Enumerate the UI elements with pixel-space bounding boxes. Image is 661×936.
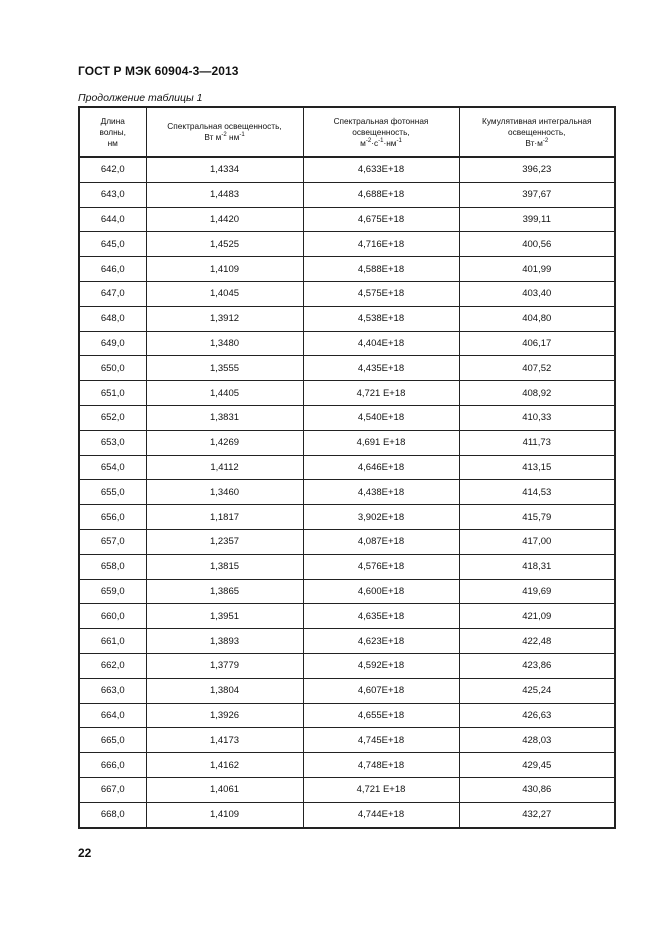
table-row [79,232,615,257]
cell-photon-irradiance: 4,575E+18 [303,281,459,306]
cell-cumulative-irradiance: 397,67 [459,182,615,207]
table-row [79,529,615,554]
cell-cumulative-irradiance: 430,86 [459,777,615,802]
cell-spectral-irradiance: 1,4483 [146,182,303,207]
table-row [79,157,615,182]
cell-cumulative-irradiance: 425,24 [459,678,615,703]
cell-photon-irradiance: 4,404E+18 [303,331,459,356]
table-row [79,579,615,604]
cell-wavelength: 657,0 [79,529,146,554]
cell-wavelength: 644,0 [79,207,146,232]
table-row [79,505,615,530]
cell-spectral-irradiance: 1,3865 [146,579,303,604]
table-row [79,381,615,406]
cell-wavelength: 647,0 [79,281,146,306]
cell-cumulative-irradiance: 422,48 [459,629,615,654]
cell-spectral-irradiance: 1,4045 [146,281,303,306]
cell-spectral-irradiance: 1,4269 [146,430,303,455]
cell-photon-irradiance: 4,438E+18 [303,480,459,505]
table-row [79,480,615,505]
cell-spectral-irradiance: 1,4109 [146,257,303,282]
cell-spectral-irradiance: 1,3460 [146,480,303,505]
cell-photon-irradiance: 3,902E+18 [303,505,459,530]
cell-cumulative-irradiance: 432,27 [459,802,615,827]
cell-cumulative-irradiance: 429,45 [459,753,615,778]
cell-cumulative-irradiance: 421,09 [459,604,615,629]
cell-photon-irradiance: 4,633E+18 [303,157,459,182]
cell-cumulative-irradiance: 428,03 [459,728,615,753]
cell-wavelength: 649,0 [79,331,146,356]
cell-wavelength: 651,0 [79,381,146,406]
table-row [79,281,615,306]
table-row [79,604,615,629]
cell-cumulative-irradiance: 419,69 [459,579,615,604]
cell-cumulative-irradiance: 401,99 [459,257,615,282]
table-caption: Продолжение таблицы 1 [78,92,203,104]
cell-photon-irradiance: 4,688E+18 [303,182,459,207]
table-row [79,331,615,356]
cell-photon-irradiance: 4,744E+18 [303,802,459,827]
cell-wavelength: 648,0 [79,306,146,331]
table-row [79,554,615,579]
table-row [79,703,615,728]
cell-spectral-irradiance: 1,4112 [146,455,303,480]
cell-spectral-irradiance: 1,3779 [146,653,303,678]
cell-cumulative-irradiance: 399,11 [459,207,615,232]
cell-photon-irradiance: 4,655E+18 [303,703,459,728]
table-row [79,653,615,678]
cell-spectral-irradiance: 1,3804 [146,678,303,703]
cell-spectral-irradiance: 1,1817 [146,505,303,530]
cell-photon-irradiance: 4,646E+18 [303,455,459,480]
cell-wavelength: 663,0 [79,678,146,703]
cell-cumulative-irradiance: 423,86 [459,653,615,678]
cell-spectral-irradiance: 1,4162 [146,753,303,778]
document-header: ГОСТ Р МЭК 60904-3—2013 [78,64,239,78]
table-row [79,753,615,778]
cell-spectral-irradiance: 1,4405 [146,381,303,406]
page-number: 22 [78,846,92,860]
cell-cumulative-irradiance: 400,56 [459,232,615,257]
table-row [79,430,615,455]
table-row [79,405,615,430]
cell-photon-irradiance: 4,675E+18 [303,207,459,232]
cell-wavelength: 667,0 [79,777,146,802]
cell-spectral-irradiance: 1,3926 [146,703,303,728]
cell-spectral-irradiance: 1,2357 [146,529,303,554]
cell-photon-irradiance: 4,592E+18 [303,653,459,678]
cell-wavelength: 668,0 [79,802,146,827]
cell-photon-irradiance: 4,588E+18 [303,257,459,282]
spectral-irradiance-table [78,106,616,829]
cell-cumulative-irradiance: 410,33 [459,405,615,430]
cell-wavelength: 658,0 [79,554,146,579]
cell-cumulative-irradiance: 404,80 [459,306,615,331]
cell-spectral-irradiance: 1,4420 [146,207,303,232]
cell-cumulative-irradiance: 426,63 [459,703,615,728]
cell-spectral-irradiance: 1,3815 [146,554,303,579]
cell-spectral-irradiance: 1,4061 [146,777,303,802]
table-row [79,802,615,827]
cell-wavelength: 666,0 [79,753,146,778]
cell-wavelength: 652,0 [79,405,146,430]
cell-photon-irradiance: 4,745E+18 [303,728,459,753]
cell-wavelength: 659,0 [79,579,146,604]
cell-spectral-irradiance: 1,4173 [146,728,303,753]
table-row [79,678,615,703]
cell-spectral-irradiance: 1,3893 [146,629,303,654]
column-header-spectral-irradiance: Спектральная освещенность, Вт $м^{-2}$ $нм^{-1}$ [146,107,303,157]
cell-wavelength: 655,0 [79,480,146,505]
table-row [79,629,615,654]
cell-photon-irradiance: 4,435E+18 [303,356,459,381]
cell-cumulative-irradiance: 408,92 [459,381,615,406]
cell-photon-irradiance: 4,607E+18 [303,678,459,703]
cell-cumulative-irradiance: 396,23 [459,157,615,182]
cell-spectral-irradiance: 1,3912 [146,306,303,331]
cell-spectral-irradiance: 1,3951 [146,604,303,629]
cell-wavelength: 654,0 [79,455,146,480]
cell-spectral-irradiance: 1,3831 [146,405,303,430]
cell-wavelength: 642,0 [79,157,146,182]
cell-wavelength: 653,0 [79,430,146,455]
table-row [79,207,615,232]
cell-spectral-irradiance: 1,3555 [146,356,303,381]
cell-spectral-irradiance: 1,4109 [146,802,303,827]
cell-wavelength: 662,0 [79,653,146,678]
cell-wavelength: 664,0 [79,703,146,728]
cell-photon-irradiance: 4,691 E+18 [303,430,459,455]
cell-wavelength: 643,0 [79,182,146,207]
cell-cumulative-irradiance: 413,15 [459,455,615,480]
cell-spectral-irradiance: 1,4334 [146,157,303,182]
table-header-row [79,107,615,157]
column-header-cumulative-irradiance: Кумулятивная интегральная освещенность, $Вт\cdot м^{-2}$ [459,107,615,157]
table-row [79,728,615,753]
cell-spectral-irradiance: 1,3480 [146,331,303,356]
table-row [79,257,615,282]
cell-photon-irradiance: 4,576E+18 [303,554,459,579]
cell-wavelength: 661,0 [79,629,146,654]
cell-photon-irradiance: 4,087E+18 [303,529,459,554]
cell-cumulative-irradiance: 411,73 [459,430,615,455]
cell-spectral-irradiance: 1,4525 [146,232,303,257]
table-row [79,182,615,207]
cell-cumulative-irradiance: 407,52 [459,356,615,381]
cell-cumulative-irradiance: 403,40 [459,281,615,306]
cell-wavelength: 646,0 [79,257,146,282]
table-body [79,157,615,828]
cell-photon-irradiance: 4,623E+18 [303,629,459,654]
cell-cumulative-irradiance: 414,53 [459,480,615,505]
column-header-photon-irradiance: Спектральная фотонная освещенность, $м^{-2}\cdot с^{-1}\cdot нм^{-1}$ [303,107,459,157]
cell-wavelength: 650,0 [79,356,146,381]
cell-photon-irradiance: 4,721 E+18 [303,381,459,406]
cell-wavelength: 665,0 [79,728,146,753]
cell-wavelength: 656,0 [79,505,146,530]
cell-photon-irradiance: 4,538E+18 [303,306,459,331]
table-row [79,455,615,480]
cell-wavelength: 645,0 [79,232,146,257]
cell-wavelength: 660,0 [79,604,146,629]
table-row [79,306,615,331]
column-header-wavelength: Длина волны, нм [79,107,146,157]
cell-photon-irradiance: 4,600E+18 [303,579,459,604]
cell-photon-irradiance: 4,748E+18 [303,753,459,778]
cell-photon-irradiance: 4,716E+18 [303,232,459,257]
cell-cumulative-irradiance: 415,79 [459,505,615,530]
cell-photon-irradiance: 4,721 E+18 [303,777,459,802]
cell-cumulative-irradiance: 418,31 [459,554,615,579]
cell-cumulative-irradiance: 417,00 [459,529,615,554]
cell-cumulative-irradiance: 406,17 [459,331,615,356]
table-row [79,777,615,802]
cell-photon-irradiance: 4,540E+18 [303,405,459,430]
table-row [79,356,615,381]
cell-photon-irradiance: 4,635E+18 [303,604,459,629]
